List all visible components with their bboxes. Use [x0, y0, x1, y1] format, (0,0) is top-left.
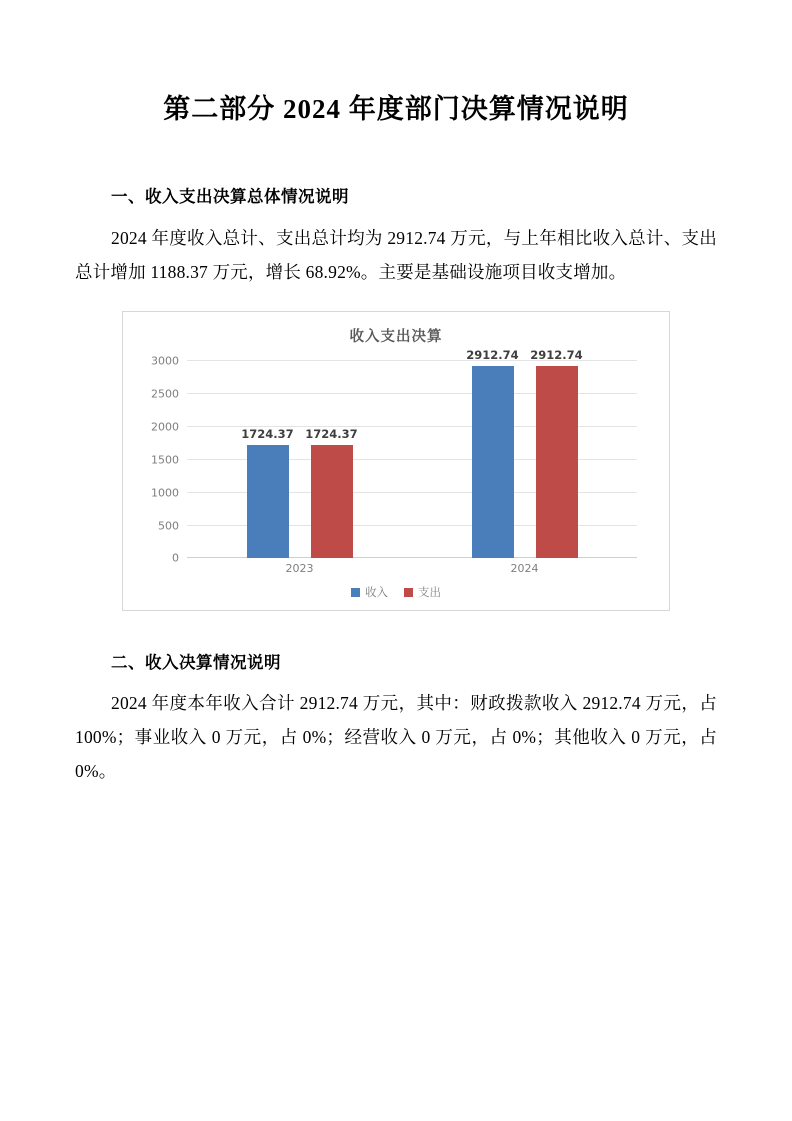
- legend-label: 支出: [418, 585, 441, 600]
- section-heading-1: 一、收入支出决算总体情况说明: [111, 187, 349, 207]
- income-expense-chart: [122, 311, 670, 611]
- y-tick-label: 2000: [151, 420, 179, 434]
- y-tick-label: 0: [172, 551, 179, 565]
- bar-expense-2023: [305, 426, 358, 559]
- page-title: 第二部分 2024 年度部门决算情况说明: [163, 94, 629, 124]
- y-tick-label: 500: [158, 519, 179, 533]
- bar-groups: [187, 348, 637, 558]
- legend-swatch-icon: [351, 588, 360, 597]
- y-tick-label: 1500: [151, 453, 179, 467]
- y-tick-label: 2500: [151, 387, 179, 401]
- legend-swatch-icon: [404, 588, 413, 597]
- section-paragraph-1: 2024 年度收入总计、支出总计均为 2912.74 万元，与上年相比收入总计、支出总计增加 1188.37 万元，增长 68.92%。主要是基础设施项目收支增加。: [75, 228, 717, 283]
- legend-item-expense: [404, 584, 441, 600]
- bar-expense-2024: [530, 348, 583, 558]
- section-heading-2: 二、收入决算情况说明: [111, 653, 281, 673]
- y-tick-label: 1000: [151, 486, 179, 500]
- legend-label: 收入: [365, 585, 388, 600]
- bar-value-label: 1724.37: [241, 426, 294, 441]
- chart-legend: [123, 584, 669, 600]
- bar-value-label: 2912.74: [466, 348, 519, 363]
- bar-group-2023: [210, 360, 390, 558]
- y-tick-label: 3000: [151, 354, 179, 368]
- bar-income-2024: [466, 348, 519, 558]
- x-tick-label-2024: 2024: [510, 562, 539, 576]
- chart-plot-area: [151, 348, 637, 565]
- chart-title: 收入支出决算: [349, 329, 443, 346]
- section-paragraph-2: 2024 年度本年收入合计 2912.74 万元，其中：财政拨款收入 2912.74 万元，占 100%；事业收入 0 万元，占 0%；经营收入 0 万元，占 0%；其他收入 0 万元，占 0%。: [75, 693, 717, 781]
- x-axis-labels: [187, 562, 637, 575]
- bar-income-2023: [241, 426, 294, 559]
- bar-group-2024: [435, 348, 615, 558]
- x-tick-label-2023: 2023: [285, 562, 314, 576]
- bar-value-label: 1724.37: [305, 426, 358, 441]
- bar-value-label: 2912.74: [530, 348, 583, 363]
- legend-item-income: [351, 584, 388, 600]
